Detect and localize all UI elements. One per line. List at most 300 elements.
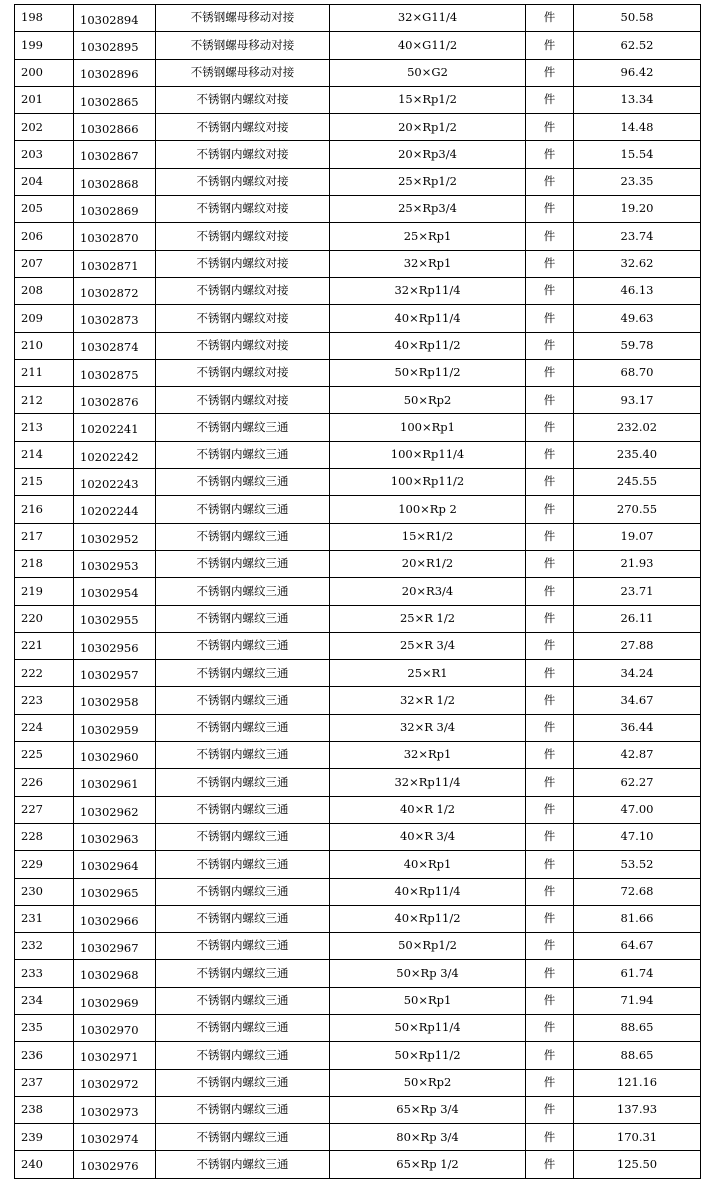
item-price-cell: 72.68 [574,878,701,905]
row-number-cell: 225 [15,742,74,769]
item-name-cell: 不锈钢内螺纹三通 [156,441,330,468]
item-unit-cell: 件 [526,32,574,59]
row-number-cell: 207 [15,250,74,277]
item-name-cell: 不锈钢内螺纹三通 [156,1124,330,1151]
item-unit-cell: 件 [526,796,574,823]
table-row [15,196,701,223]
item-unit-cell: 件 [526,141,574,168]
table-row [15,523,701,550]
row-number-cell: 228 [15,823,74,850]
item-name-cell: 不锈钢内螺纹三通 [156,660,330,687]
row-number-cell: 199 [15,32,74,59]
item-name-cell: 不锈钢内螺纹对接 [156,359,330,386]
item-name-cell: 不锈钢内螺纹三通 [156,769,330,796]
item-unit-cell: 件 [526,1124,574,1151]
item-name-cell: 不锈钢内螺纹对接 [156,86,330,113]
item-price-cell: 62.27 [574,769,701,796]
item-price-cell: 53.52 [574,851,701,878]
item-spec-cell: 25×R1 [330,660,526,687]
item-code-cell: 10202244 [74,496,156,523]
item-name-cell: 不锈钢内螺纹三通 [156,632,330,659]
item-name-cell: 不锈钢内螺纹对接 [156,305,330,332]
table-row [15,905,701,932]
item-name-cell: 不锈钢内螺纹三通 [156,742,330,769]
table-row [15,1151,701,1178]
item-spec-cell: 32×G11/4 [330,5,526,32]
item-unit-cell: 件 [526,823,574,850]
item-code-cell: 10302954 [74,578,156,605]
item-price-cell: 88.65 [574,1042,701,1069]
item-name-cell: 不锈钢内螺纹对接 [156,141,330,168]
item-code-cell: 10202242 [74,441,156,468]
item-unit-cell: 件 [526,851,574,878]
row-number-cell: 204 [15,168,74,195]
item-code-cell: 10302960 [74,742,156,769]
item-code-cell: 10302866 [74,114,156,141]
item-spec-cell: 50×Rp11/2 [330,359,526,386]
item-spec-cell: 40×Rp1 [330,851,526,878]
table-row [15,32,701,59]
item-code-cell: 10302957 [74,660,156,687]
item-code-cell: 10302873 [74,305,156,332]
table-row [15,141,701,168]
item-code-cell: 10302869 [74,196,156,223]
item-unit-cell: 件 [526,1096,574,1123]
row-number-cell: 224 [15,714,74,741]
item-name-cell: 不锈钢内螺纹三通 [156,1042,330,1069]
item-price-cell: 121.16 [574,1069,701,1096]
item-spec-cell: 50×Rp 3/4 [330,960,526,987]
item-name-cell: 不锈钢内螺纹三通 [156,987,330,1014]
item-price-cell: 14.48 [574,114,701,141]
item-name-cell: 不锈钢内螺纹对接 [156,168,330,195]
item-spec-cell: 40×Rp11/2 [330,905,526,932]
item-unit-cell: 件 [526,5,574,32]
item-price-cell: 19.07 [574,523,701,550]
item-unit-cell: 件 [526,59,574,86]
table-row [15,660,701,687]
table-row [15,933,701,960]
row-number-cell: 239 [15,1124,74,1151]
item-code-cell: 10302956 [74,632,156,659]
item-unit-cell: 件 [526,905,574,932]
row-number-cell: 209 [15,305,74,332]
item-unit-cell: 件 [526,714,574,741]
item-price-cell: 26.11 [574,605,701,632]
table-row [15,687,701,714]
item-code-cell: 10302973 [74,1096,156,1123]
row-number-cell: 219 [15,578,74,605]
item-spec-cell: 25×Rp1 [330,223,526,250]
row-number-cell: 200 [15,59,74,86]
item-spec-cell: 20×Rp1/2 [330,114,526,141]
item-code-cell: 10302966 [74,905,156,932]
row-number-cell: 222 [15,660,74,687]
item-code-cell: 10302963 [74,823,156,850]
row-number-cell: 211 [15,359,74,386]
item-price-cell: 32.62 [574,250,701,277]
item-code-cell: 10302964 [74,851,156,878]
row-number-cell: 216 [15,496,74,523]
item-spec-cell: 15×Rp1/2 [330,86,526,113]
item-unit-cell: 件 [526,277,574,304]
item-name-cell: 不锈钢内螺纹对接 [156,223,330,250]
item-spec-cell: 65×Rp 1/2 [330,1151,526,1178]
item-code-cell: 10302974 [74,1124,156,1151]
item-price-cell: 61.74 [574,960,701,987]
item-price-cell: 96.42 [574,59,701,86]
item-spec-cell: 40×Rp11/4 [330,878,526,905]
item-price-cell: 64.67 [574,933,701,960]
item-price-cell: 23.74 [574,223,701,250]
item-unit-cell: 件 [526,114,574,141]
item-unit-cell: 件 [526,687,574,714]
item-code-cell: 10302872 [74,277,156,304]
item-spec-cell: 32×Rp11/4 [330,277,526,304]
row-number-cell: 206 [15,223,74,250]
item-price-cell: 21.93 [574,550,701,577]
item-unit-cell: 件 [526,1151,574,1178]
item-code-cell: 10302969 [74,987,156,1014]
item-name-cell: 不锈钢内螺纹三通 [156,714,330,741]
item-name-cell: 不锈钢内螺纹对接 [156,196,330,223]
item-code-cell: 10302965 [74,878,156,905]
row-number-cell: 230 [15,878,74,905]
item-unit-cell: 件 [526,414,574,441]
item-unit-cell: 件 [526,578,574,605]
item-price-cell: 270.55 [574,496,701,523]
table-row [15,305,701,332]
table-row [15,114,701,141]
item-price-cell: 137.93 [574,1096,701,1123]
item-name-cell: 不锈钢内螺纹三通 [156,933,330,960]
item-spec-cell: 15×R1/2 [330,523,526,550]
item-unit-cell: 件 [526,223,574,250]
item-code-cell: 10302976 [74,1151,156,1178]
item-code-cell: 10302972 [74,1069,156,1096]
item-code-cell: 10302894 [74,5,156,32]
item-code-cell: 10302865 [74,86,156,113]
item-unit-cell: 件 [526,496,574,523]
item-spec-cell: 20×Rp3/4 [330,141,526,168]
item-spec-cell: 40×R 1/2 [330,796,526,823]
item-unit-cell: 件 [526,1014,574,1041]
item-spec-cell: 40×Rp11/4 [330,305,526,332]
item-unit-cell: 件 [526,1069,574,1096]
item-spec-cell: 40×G11/2 [330,32,526,59]
table-row [15,987,701,1014]
row-number-cell: 237 [15,1069,74,1096]
item-code-cell: 10302870 [74,223,156,250]
item-unit-cell: 件 [526,387,574,414]
item-name-cell: 不锈钢螺母移动对接 [156,32,330,59]
item-price-cell: 232.02 [574,414,701,441]
item-name-cell: 不锈钢内螺纹三通 [156,878,330,905]
table-row [15,769,701,796]
table-row [15,277,701,304]
item-price-cell: 235.40 [574,441,701,468]
item-price-cell: 15.54 [574,141,701,168]
item-name-cell: 不锈钢内螺纹三通 [156,687,330,714]
row-number-cell: 231 [15,905,74,932]
table-row [15,223,701,250]
table-row [15,578,701,605]
item-spec-cell: 50×Rp11/4 [330,1014,526,1041]
table-row [15,1042,701,1069]
table-row [15,742,701,769]
item-code-cell: 10302959 [74,714,156,741]
item-name-cell: 不锈钢内螺纹三通 [156,469,330,496]
item-price-cell: 23.35 [574,168,701,195]
item-price-cell: 81.66 [574,905,701,932]
table-row [15,632,701,659]
item-spec-cell: 50×Rp2 [330,1069,526,1096]
item-spec-cell: 100×Rp11/2 [330,469,526,496]
item-code-cell: 10302968 [74,960,156,987]
item-unit-cell: 件 [526,632,574,659]
item-name-cell: 不锈钢内螺纹三通 [156,796,330,823]
row-number-cell: 213 [15,414,74,441]
item-code-cell: 10302876 [74,387,156,414]
row-number-cell: 205 [15,196,74,223]
item-unit-cell: 件 [526,878,574,905]
item-spec-cell: 80×Rp 3/4 [330,1124,526,1151]
item-code-cell: 10302967 [74,933,156,960]
item-price-cell: 47.10 [574,823,701,850]
item-code-cell: 10302867 [74,141,156,168]
row-number-cell: 223 [15,687,74,714]
table-row [15,86,701,113]
row-number-cell: 229 [15,851,74,878]
table-row [15,414,701,441]
row-number-cell: 208 [15,277,74,304]
item-price-cell: 34.24 [574,660,701,687]
item-name-cell: 不锈钢内螺纹三通 [156,1096,330,1123]
row-number-cell: 203 [15,141,74,168]
item-name-cell: 不锈钢内螺纹三通 [156,823,330,850]
item-name-cell: 不锈钢内螺纹三通 [156,851,330,878]
item-code-cell: 10202241 [74,414,156,441]
item-spec-cell: 25×Rp3/4 [330,196,526,223]
item-unit-cell: 件 [526,769,574,796]
item-spec-cell: 50×Rp2 [330,387,526,414]
row-number-cell: 220 [15,605,74,632]
table-row [15,796,701,823]
item-unit-cell: 件 [526,359,574,386]
item-price-cell: 88.65 [574,1014,701,1041]
price-table-body [15,5,701,1179]
item-code-cell: 10302961 [74,769,156,796]
item-price-cell: 13.34 [574,86,701,113]
item-unit-cell: 件 [526,332,574,359]
item-code-cell: 10302871 [74,250,156,277]
item-spec-cell: 50×Rp1/2 [330,933,526,960]
table-row [15,59,701,86]
item-price-cell: 46.13 [574,277,701,304]
item-name-cell: 不锈钢内螺纹三通 [156,414,330,441]
item-price-cell: 19.20 [574,196,701,223]
item-spec-cell: 32×Rp1 [330,250,526,277]
item-spec-cell: 32×Rp1 [330,742,526,769]
table-row [15,1069,701,1096]
item-price-cell: 27.88 [574,632,701,659]
item-code-cell: 10202243 [74,469,156,496]
table-row [15,250,701,277]
item-price-cell: 47.00 [574,796,701,823]
item-code-cell: 10302875 [74,359,156,386]
item-spec-cell: 25×R 1/2 [330,605,526,632]
table-row [15,469,701,496]
item-code-cell: 10302958 [74,687,156,714]
row-number-cell: 234 [15,987,74,1014]
item-name-cell: 不锈钢螺母移动对接 [156,5,330,32]
item-spec-cell: 100×Rp11/4 [330,441,526,468]
row-number-cell: 201 [15,86,74,113]
item-unit-cell: 件 [526,196,574,223]
row-number-cell: 226 [15,769,74,796]
item-code-cell: 10302896 [74,59,156,86]
item-unit-cell: 件 [526,933,574,960]
row-number-cell: 215 [15,469,74,496]
item-name-cell: 不锈钢内螺纹三通 [156,550,330,577]
row-number-cell: 235 [15,1014,74,1041]
table-row [15,1014,701,1041]
item-price-cell: 62.52 [574,32,701,59]
table-row [15,851,701,878]
item-code-cell: 10302955 [74,605,156,632]
item-spec-cell: 65×Rp 3/4 [330,1096,526,1123]
item-name-cell: 不锈钢内螺纹三通 [156,960,330,987]
item-name-cell: 不锈钢内螺纹对接 [156,250,330,277]
item-unit-cell: 件 [526,523,574,550]
item-unit-cell: 件 [526,550,574,577]
item-price-cell: 170.31 [574,1124,701,1151]
item-code-cell: 10302874 [74,332,156,359]
table-row [15,359,701,386]
item-unit-cell: 件 [526,960,574,987]
item-unit-cell: 件 [526,168,574,195]
item-code-cell: 10302895 [74,32,156,59]
item-price-cell: 59.78 [574,332,701,359]
price-table [14,4,701,1179]
item-code-cell: 10302952 [74,523,156,550]
item-unit-cell: 件 [526,250,574,277]
item-name-cell: 不锈钢内螺纹对接 [156,114,330,141]
row-number-cell: 198 [15,5,74,32]
table-row [15,332,701,359]
row-number-cell: 240 [15,1151,74,1178]
table-row [15,387,701,414]
item-price-cell: 23.71 [574,578,701,605]
table-row [15,168,701,195]
row-number-cell: 210 [15,332,74,359]
item-price-cell: 34.67 [574,687,701,714]
row-number-cell: 232 [15,933,74,960]
item-price-cell: 125.50 [574,1151,701,1178]
item-code-cell: 10302868 [74,168,156,195]
item-name-cell: 不锈钢螺母移动对接 [156,59,330,86]
item-unit-cell: 件 [526,660,574,687]
item-code-cell: 10302953 [74,550,156,577]
item-unit-cell: 件 [526,86,574,113]
table-row [15,714,701,741]
item-name-cell: 不锈钢内螺纹三通 [156,1069,330,1096]
item-name-cell: 不锈钢内螺纹三通 [156,496,330,523]
item-price-cell: 42.87 [574,742,701,769]
item-unit-cell: 件 [526,305,574,332]
item-spec-cell: 50×Rp1 [330,987,526,1014]
row-number-cell: 233 [15,960,74,987]
item-code-cell: 10302970 [74,1014,156,1041]
item-spec-cell: 40×Rp11/2 [330,332,526,359]
row-number-cell: 236 [15,1042,74,1069]
item-name-cell: 不锈钢内螺纹对接 [156,277,330,304]
row-number-cell: 218 [15,550,74,577]
item-price-cell: 245.55 [574,469,701,496]
row-number-cell: 202 [15,114,74,141]
item-spec-cell: 32×R 3/4 [330,714,526,741]
item-name-cell: 不锈钢内螺纹三通 [156,1151,330,1178]
row-number-cell: 217 [15,523,74,550]
row-number-cell: 221 [15,632,74,659]
table-row [15,823,701,850]
row-number-cell: 238 [15,1096,74,1123]
item-code-cell: 10302962 [74,796,156,823]
item-name-cell: 不锈钢内螺纹三通 [156,1014,330,1041]
row-number-cell: 214 [15,441,74,468]
item-spec-cell: 20×R3/4 [330,578,526,605]
item-spec-cell: 25×R 3/4 [330,632,526,659]
item-name-cell: 不锈钢内螺纹三通 [156,523,330,550]
item-unit-cell: 件 [526,469,574,496]
item-spec-cell: 32×Rp11/4 [330,769,526,796]
table-row [15,960,701,987]
table-row [15,496,701,523]
item-unit-cell: 件 [526,1042,574,1069]
item-spec-cell: 40×R 3/4 [330,823,526,850]
row-number-cell: 227 [15,796,74,823]
item-name-cell: 不锈钢内螺纹对接 [156,332,330,359]
item-spec-cell: 50×Rp11/2 [330,1042,526,1069]
item-price-cell: 36.44 [574,714,701,741]
item-unit-cell: 件 [526,605,574,632]
table-row [15,878,701,905]
table-row [15,550,701,577]
table-row [15,5,701,32]
item-spec-cell: 50×G2 [330,59,526,86]
item-unit-cell: 件 [526,441,574,468]
item-spec-cell: 100×Rp1 [330,414,526,441]
table-row [15,605,701,632]
item-unit-cell: 件 [526,742,574,769]
table-row [15,441,701,468]
item-price-cell: 50.58 [574,5,701,32]
item-price-cell: 93.17 [574,387,701,414]
item-unit-cell: 件 [526,987,574,1014]
item-name-cell: 不锈钢内螺纹三通 [156,578,330,605]
row-number-cell: 212 [15,387,74,414]
item-name-cell: 不锈钢内螺纹对接 [156,387,330,414]
item-spec-cell: 20×R1/2 [330,550,526,577]
item-price-cell: 71.94 [574,987,701,1014]
item-spec-cell: 100×Rp 2 [330,496,526,523]
item-price-cell: 49.63 [574,305,701,332]
table-row [15,1096,701,1123]
item-price-cell: 68.70 [574,359,701,386]
item-spec-cell: 32×R 1/2 [330,687,526,714]
item-code-cell: 10302971 [74,1042,156,1069]
item-spec-cell: 25×Rp1/2 [330,168,526,195]
